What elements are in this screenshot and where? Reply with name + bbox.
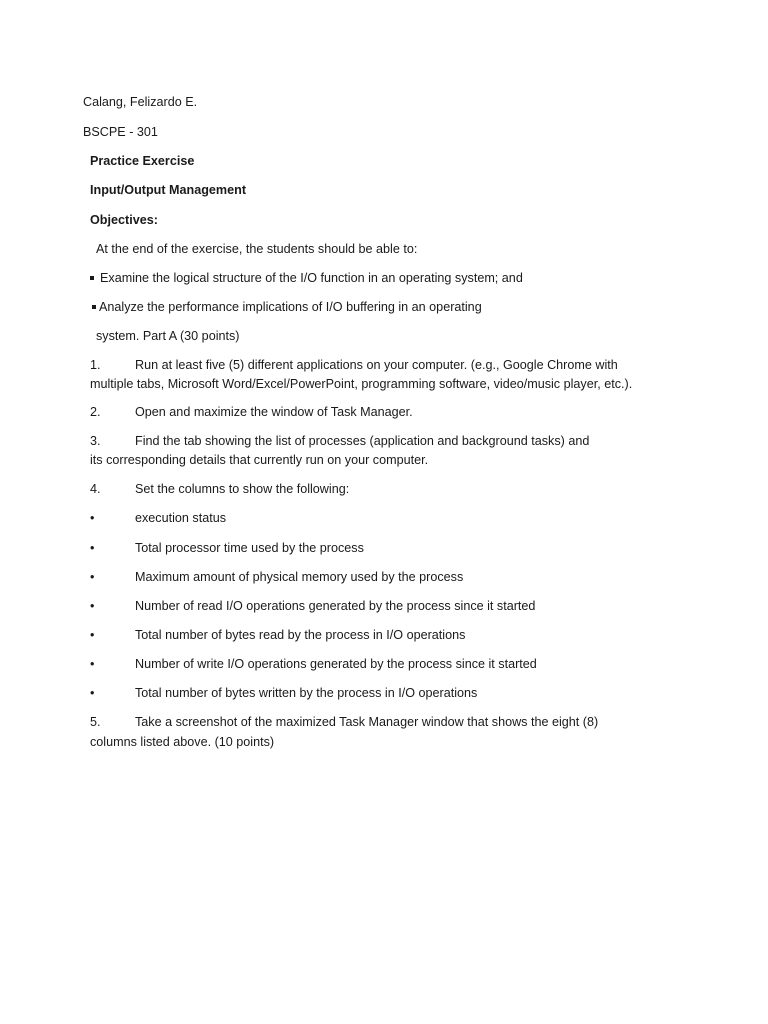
step-4-number: 4. bbox=[90, 482, 101, 496]
step-4-text: Set the columns to show the following: bbox=[135, 482, 350, 496]
column-item-5: Total number of bytes read by the process in I/O operations bbox=[135, 628, 466, 642]
list-bullet-icon: • bbox=[90, 686, 95, 700]
list-bullet-icon: • bbox=[90, 628, 95, 642]
list-bullet-icon: • bbox=[90, 541, 95, 555]
step-1-text-continued: multiple tabs, Microsoft Word/Excel/PowerPoint, programming software, video/music player, etc.). bbox=[90, 377, 633, 391]
step-5-text-continued: columns listed above. (10 points) bbox=[90, 735, 275, 749]
column-item-4: Number of read I/O operations generated by the process since it started bbox=[135, 599, 536, 613]
column-item-6: Number of write I/O operations generated by the process since it started bbox=[135, 657, 537, 671]
objectives-heading: Objectives: bbox=[90, 213, 158, 227]
step-5-text: Take a screenshot of the maximized Task Manager window that shows the eight (8) bbox=[135, 715, 599, 729]
list-bullet-icon: • bbox=[90, 657, 95, 671]
objective-item-1-text: Examine the logical structure of the I/O function in an operating system; and bbox=[100, 271, 523, 285]
student-section: BSCPE - 301 bbox=[83, 125, 158, 139]
exercise-title: Practice Exercise bbox=[90, 154, 195, 168]
objectives-intro: At the end of the exercise, the students should be able to: bbox=[96, 242, 418, 256]
list-bullet-icon: • bbox=[90, 511, 95, 525]
square-bullet-icon bbox=[90, 276, 94, 280]
column-item-1: execution status bbox=[135, 511, 227, 525]
objective-item-1 bbox=[90, 269, 523, 287]
objective-item-2 bbox=[92, 298, 482, 316]
step-3-number: 3. bbox=[90, 434, 101, 448]
objective-item-2-continued: system. Part A (30 points) bbox=[96, 329, 240, 343]
step-5-number: 5. bbox=[90, 715, 101, 729]
step-3-text-continued: its corresponding details that currently run on your computer. bbox=[90, 453, 429, 467]
objective-item-2-text: Analyze the performance implications of I/O buffering in an operating bbox=[99, 300, 482, 314]
step-2-number: 2. bbox=[90, 405, 101, 419]
step-2-text: Open and maximize the window of Task Manager. bbox=[135, 405, 413, 419]
column-item-7: Total number of bytes written by the process in I/O operations bbox=[135, 686, 478, 700]
square-bullet-icon bbox=[92, 305, 96, 309]
topic-title: Input/Output Management bbox=[90, 183, 247, 197]
step-1-number: 1. bbox=[90, 358, 101, 372]
list-bullet-icon: • bbox=[90, 570, 95, 584]
step-1-text: Run at least five (5) different applications on your computer. (e.g., Google Chrome with bbox=[135, 358, 618, 372]
student-name: Calang, Felizardo E. bbox=[83, 95, 198, 109]
column-item-2: Total processor time used by the process bbox=[135, 541, 364, 555]
step-3-text: Find the tab showing the list of processes (application and background tasks) and bbox=[135, 434, 590, 448]
column-item-3: Maximum amount of physical memory used by the process bbox=[135, 570, 464, 584]
list-bullet-icon: • bbox=[90, 599, 95, 613]
